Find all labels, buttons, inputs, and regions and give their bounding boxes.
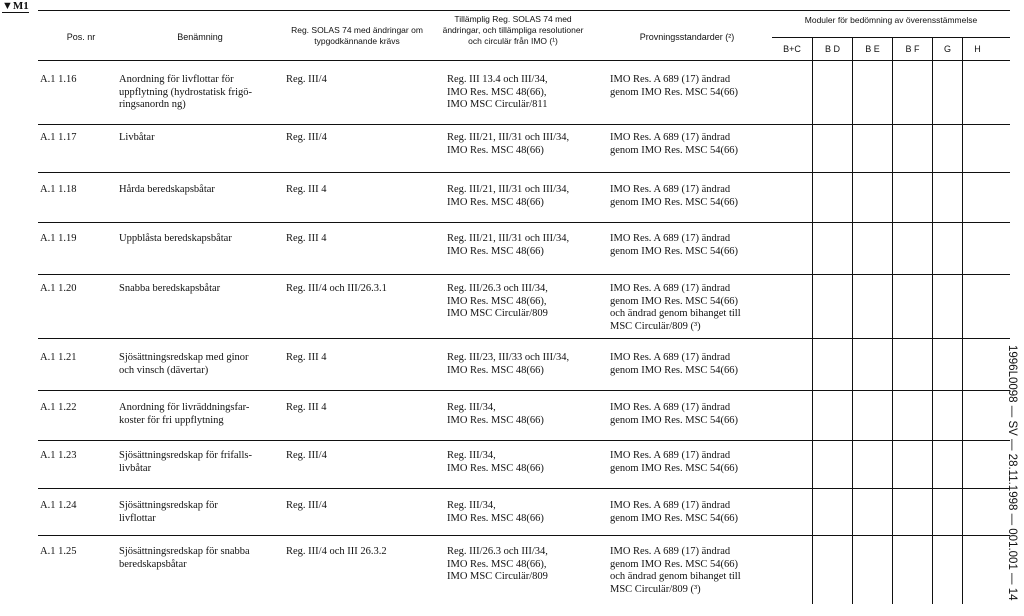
row-standards-line: genom IMO Res. MSC 54(66) — [610, 462, 739, 474]
row-reg-line: Reg. III 4 — [286, 233, 327, 244]
row-separator — [38, 440, 1010, 441]
row-name-line: Anordning för livflottar för — [119, 74, 234, 85]
row-standards-line: IMO Res. A 689 (17) ändrad — [610, 74, 731, 85]
row-name-line: Anordning för livräddningsfar- — [119, 402, 250, 413]
row-name-line: Uppblåsta beredskapsbåtar — [119, 233, 232, 244]
row-applicable-line: IMO Res. MSC 48(66), — [447, 295, 547, 307]
row-standards-line: IMO Res. A 689 (17) ändrad — [610, 184, 731, 195]
row-standards-line: IMO Res. A 689 (17) ändrad — [610, 450, 731, 461]
row-applicable-line: Reg. III/34, — [447, 500, 496, 511]
row-reg-line: Reg. III 4 — [286, 184, 327, 195]
row-applicable-line: Reg. III/21, III/31 och III/34, — [447, 132, 570, 143]
row-name-line: livflottar — [119, 512, 156, 524]
row-reg-line: Reg. III/4 och III/26.3.1 — [286, 283, 387, 294]
header-reg-2: typgodkännande krävs — [314, 36, 400, 46]
row-standards-line: MSC Circulär/809 (³) — [610, 320, 701, 332]
table-top-rule — [38, 10, 1010, 11]
document-reference-sidebar: 1996L0098 — SV — 28.11.1998 — 001.001 — 14 — [1006, 345, 1018, 601]
row-applicable-line: IMO MSC Circulär/809 — [447, 571, 548, 582]
row-applicable-line: IMO Res. MSC 48(66), — [447, 558, 547, 570]
row-applicable-line: IMO Res. MSC 48(66) — [447, 245, 544, 257]
row-name-line: ringsanordn ng) — [119, 99, 186, 110]
module-header-bf: B F — [892, 38, 932, 60]
row-pos: A.1 1.16 — [40, 74, 77, 85]
row-applicable-line: IMO Res. MSC 48(66), — [447, 86, 547, 98]
row-separator — [38, 222, 1010, 223]
header-pos: Pos. nr — [66, 32, 96, 42]
row-applicable-line: IMO Res. MSC 48(66) — [447, 414, 544, 426]
header-bottom-rule — [38, 60, 1010, 61]
row-applicable-line: IMO MSC Circulär/809 — [447, 308, 548, 319]
amendment-marker: ▼M1 — [2, 0, 29, 12]
row-pos: A.1 1.17 — [40, 132, 77, 143]
row-pos: A.1 1.22 — [40, 402, 77, 413]
row-separator — [38, 390, 1010, 391]
row-standards-line: genom IMO Res. MSC 54(66) — [610, 295, 739, 307]
row-name-line: Sjösättningsredskap för frifalls- — [119, 450, 252, 461]
module-column-line — [852, 38, 853, 604]
row-pos: A.1 1.21 — [40, 352, 77, 363]
module-column-line — [892, 38, 893, 604]
row-reg-line: Reg. III 4 — [286, 352, 327, 363]
row-standards-line: genom IMO Res. MSC 54(66) — [610, 245, 739, 257]
row-applicable-line: IMO Res. MSC 48(66) — [447, 512, 544, 524]
row-standards-line: IMO Res. A 689 (17) ändrad — [610, 132, 731, 143]
row-separator — [38, 274, 1010, 275]
row-applicable-line: IMO Res. MSC 48(66) — [447, 196, 544, 208]
row-reg-line: Reg. III/4 — [286, 450, 327, 461]
row-name-line: livbåtar — [119, 462, 152, 474]
row-standards-line: IMO Res. A 689 (17) ändrad — [610, 500, 731, 511]
header-modules-title: Moduler för bedömning av överensstämmelse — [804, 15, 978, 25]
row-separator — [38, 338, 1010, 339]
row-pos: A.1 1.19 — [40, 233, 77, 244]
header-applicable-line: ändringar, och tillämpliga resolutioner — [442, 25, 584, 35]
header-standards: Provningsstandarder (²) — [639, 32, 735, 42]
row-separator — [38, 488, 1010, 489]
module-column-line — [962, 38, 963, 604]
row-reg-line: Reg. III/4 — [286, 132, 327, 143]
row-name-line: Sjösättningsredskap för — [119, 500, 218, 511]
row-applicable-line: Reg. III/26.3 och III/34, — [447, 546, 548, 557]
row-standards-line: IMO Res. A 689 (17) ändrad — [610, 546, 731, 557]
row-applicable-line: Reg. III/34, — [447, 450, 496, 461]
row-applicable-line: Reg. III/21, III/31 och III/34, — [447, 184, 570, 195]
row-standards-line: IMO Res. A 689 (17) ändrad — [610, 402, 731, 413]
row-standards-line: genom IMO Res. MSC 54(66) — [610, 144, 739, 156]
row-standards-line: genom IMO Res. MSC 54(66) — [610, 512, 739, 524]
row-standards-line: IMO Res. A 689 (17) ändrad — [610, 233, 731, 244]
module-column-line — [932, 38, 933, 604]
row-standards-line: IMO Res. A 689 (17) ändrad — [610, 352, 731, 363]
row-pos: A.1 1.18 — [40, 184, 77, 195]
row-pos: A.1 1.24 — [40, 500, 77, 511]
module-header-h: H — [962, 38, 992, 60]
row-name-line: och vinsch (dävertar) — [119, 364, 209, 376]
module-header-bd: B D — [812, 38, 852, 60]
row-applicable-line: Reg. III/34, — [447, 402, 496, 413]
row-pos: A.1 1.23 — [40, 450, 77, 461]
row-standards-line: genom IMO Res. MSC 54(66) — [610, 414, 739, 426]
row-applicable-line: IMO Res. MSC 48(66) — [447, 364, 544, 376]
row-standards-line: MSC Circulär/809 (³) — [610, 583, 701, 595]
row-applicable-line: IMO Res. MSC 48(66) — [447, 462, 544, 474]
row-name-line: Snabba beredskapsbåtar — [119, 283, 221, 294]
row-name-line: beredskapsbåtar — [119, 558, 187, 570]
header-applicable-line: Tillämplig Reg. SOLAS 74 med — [454, 14, 572, 24]
header-reg-1: Reg. SOLAS 74 med ändringar om — [291, 25, 423, 35]
row-reg-line: Reg. III 4 — [286, 402, 327, 413]
module-header-g: G — [932, 38, 962, 60]
row-applicable-line: IMO MSC Circulär/811 — [447, 99, 548, 110]
header-name: Benämning — [177, 32, 223, 42]
row-separator — [38, 124, 1010, 125]
row-separator — [38, 172, 1010, 173]
module-header-bc: B+C — [783, 44, 801, 54]
row-applicable-line: Reg. III/21, III/31 och III/34, — [447, 233, 570, 244]
row-name-line: koster för fri uppflytning — [119, 414, 224, 426]
row-standards-line: och ändrad genom bihanget till — [610, 308, 741, 319]
row-applicable-line: Reg. III/23, III/33 och III/34, — [447, 352, 570, 363]
row-standards-line: genom IMO Res. MSC 54(66) — [610, 364, 739, 376]
row-standards-line: genom IMO Res. MSC 54(66) — [610, 86, 739, 98]
row-pos: A.1 1.20 — [40, 283, 77, 294]
row-applicable-line: Reg. III/26.3 och III/34, — [447, 283, 548, 294]
module-header-be: B E — [852, 38, 892, 60]
row-name-line: Sjösättningsredskap med ginor — [119, 352, 249, 363]
row-separator — [38, 535, 1010, 536]
row-standards-line: IMO Res. A 689 (17) ändrad — [610, 283, 731, 294]
header-applicable-line: och circulär från IMO (¹) — [468, 36, 558, 46]
row-reg-line: Reg. III/4 — [286, 500, 327, 511]
row-name-line: uppflytning (hydrostatisk frigö- — [119, 86, 252, 98]
module-column-line — [812, 38, 813, 604]
row-name-line: Hårda beredskapsbåtar — [119, 184, 215, 195]
row-name-line: Livbåtar — [119, 132, 155, 143]
row-standards-line: genom IMO Res. MSC 54(66) — [610, 196, 739, 208]
row-applicable-line: IMO Res. MSC 48(66) — [447, 144, 544, 156]
row-name-line: Sjösättningsredskap för snabba — [119, 546, 250, 557]
row-applicable-line: Reg. III 13.4 och III/34, — [447, 74, 548, 85]
row-standards-line: genom IMO Res. MSC 54(66) — [610, 558, 739, 570]
row-reg-line: Reg. III/4 och III 26.3.2 — [286, 546, 387, 557]
row-pos: A.1 1.25 — [40, 546, 77, 557]
row-standards-line: och ändrad genom bihanget till — [610, 571, 741, 582]
row-reg-line: Reg. III/4 — [286, 74, 327, 85]
